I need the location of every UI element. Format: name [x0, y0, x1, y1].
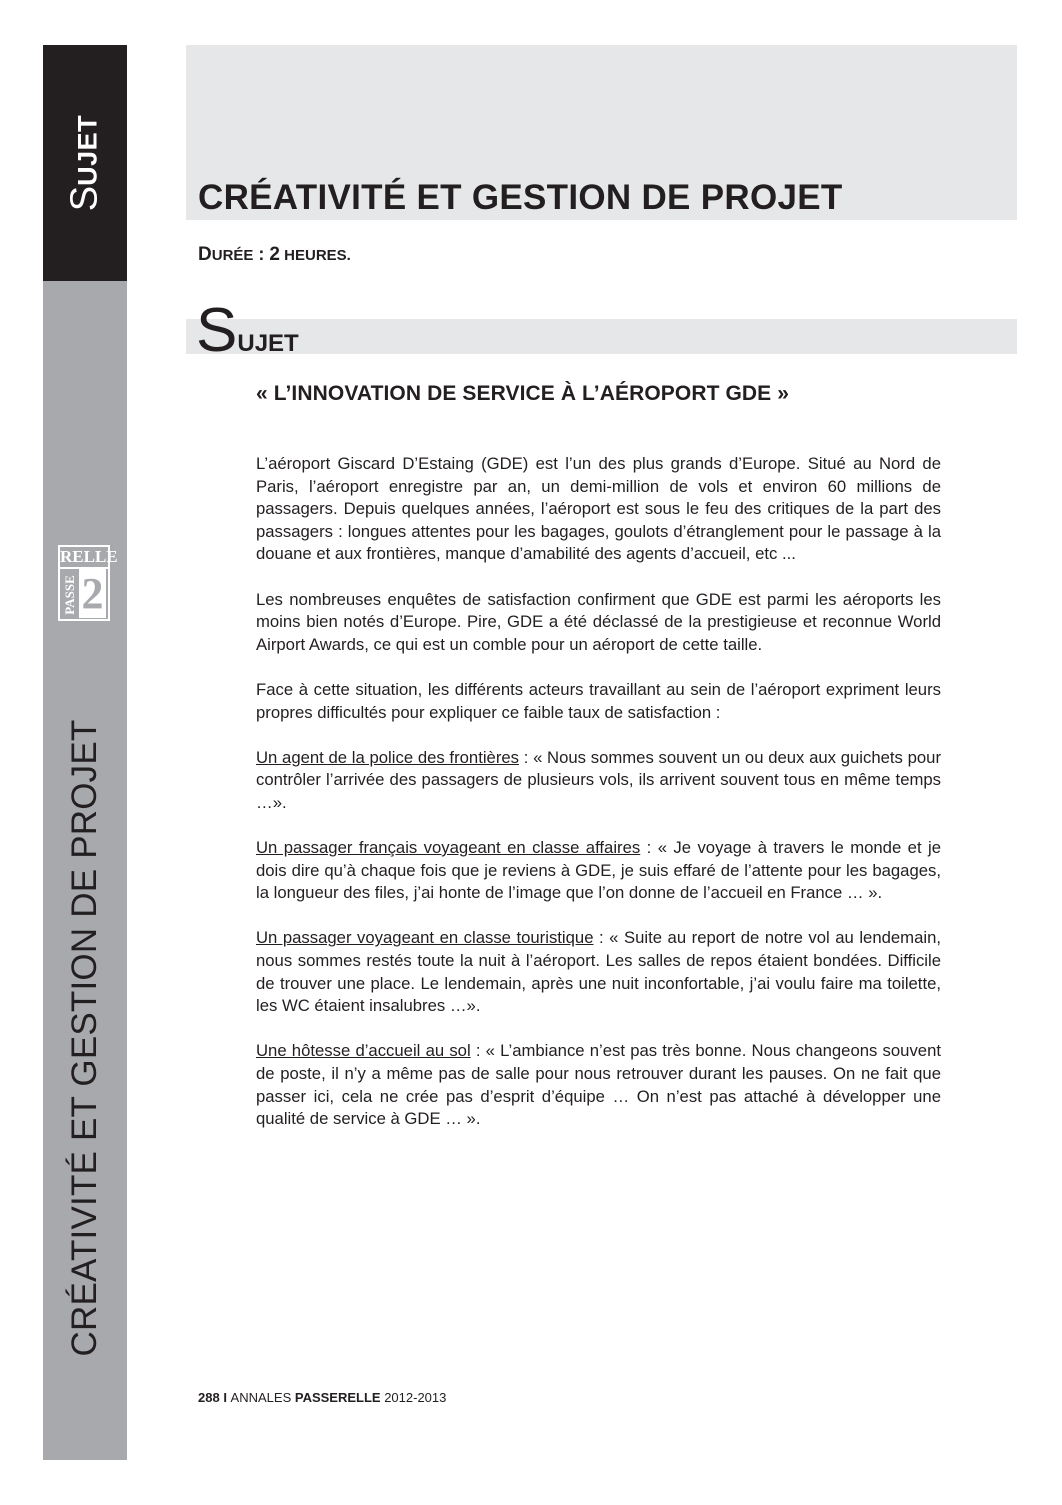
page-title: CRÉATIVITÉ ET GESTION DE PROJET — [198, 178, 843, 217]
sidebar-vertical-title: CRÉATIVITÉ ET GESTION DE PROJET — [65, 719, 104, 1357]
body-text — [256, 453, 941, 1153]
passerelle-logo — [58, 545, 118, 621]
duration-line: DURÉE : 2 HEURES. — [198, 244, 351, 265]
paragraph: Une hôtesse d’accueil au sol : « L’ambiance n’est pas très bonne. Nous changeons souvent de poste, il n’y a même pas de salle pour nous retrouver durant les pauses. On ne fait que passer ici, cela ne crée pas d’esprit d’équipe … On n’est pas attaché à développer une qualité de service à GDE … ». — [256, 1041, 941, 1129]
speaker-label: Un agent de la police des frontières — [256, 747, 519, 767]
page-number: 288 — [198, 1390, 220, 1405]
section-subtitle: « L’INNOVATION DE SERVICE À L’AÉROPORT GDE » — [256, 382, 789, 405]
page-footer: 288 I ANNALES PASSERELLE 2012-2013 — [198, 1390, 447, 1405]
speaker-label: Un passager français voyageant en classe affaires — [256, 838, 641, 858]
paragraph: Les nombreuses enquêtes de satisfaction confirment que GDE est parmi les aéroports les moins bien notés d’Europe. Pire, GDE a été déclassé de la prestigieuse et reconnue World Airport Awards, ce qui est un comble pour un aéroport de cette taille. — [256, 589, 941, 654]
paragraph: Un passager français voyageant en classe affaires : « Je voyage à travers le monde et je dois dire qu’à chaque fois que je reviens à GDE, je suis effaré de l’attente pour les bagages, la longueur des files, j’ai honte de l’image que l’on donne de l’accueil en France … ». — [256, 838, 941, 903]
paragraph: Face à cette situation, les différents acteurs travaillant au sein de l’aéroport expriment leurs propres difficultés pour expliquer ce faible taux de satisfaction : — [256, 679, 941, 722]
section-heading-background — [186, 319, 1017, 354]
paragraph: Un passager voyageant en classe touristique : « Suite au report de notre vol au lendemain, nous sommes restés toute la nuit à l’aéroport. Les salles de repos étaient bondées. Difficile de trouver une place. Le lendemain, après une nuit inconfortable, j’ai voulu faire ma toilette, les WC étaient insalubres …». — [256, 928, 941, 1016]
speaker-label: Une hôtesse d’accueil au sol — [256, 1041, 471, 1061]
logo-top-text: RELLE — [60, 547, 108, 569]
speaker-label: Un passager voyageant en classe touristique — [256, 928, 594, 948]
logo-side-text: PASSE — [62, 575, 77, 615]
logo-number: 2 — [79, 568, 106, 618]
section-heading: SUJET — [196, 296, 299, 365]
sidebar-sujet-label: SUJET — [63, 114, 106, 212]
paragraph: L’aéroport Giscard D’Estaing (GDE) est l’un des plus grands d’Europe. Situé au Nord de Paris, l’aéroport enregistre par an, un demi-million de vols et environ 60 millions de passagers. Depuis quelques années, l’aéroport est sous le feu des critiques de la part des passagers : longues attentes pour les bagages, goulots d’étranglement pour le passage à la douane et aux frontières, manque d’amabilité des agents d’accueil, etc ... — [256, 454, 941, 564]
paragraph: Un agent de la police des frontières : « Nous sommes souvent un ou deux aux guichets pour contrôler l’arrivée des passagers de plusieurs vols, ils arrivent souvent tous en même temps …». — [256, 747, 941, 812]
